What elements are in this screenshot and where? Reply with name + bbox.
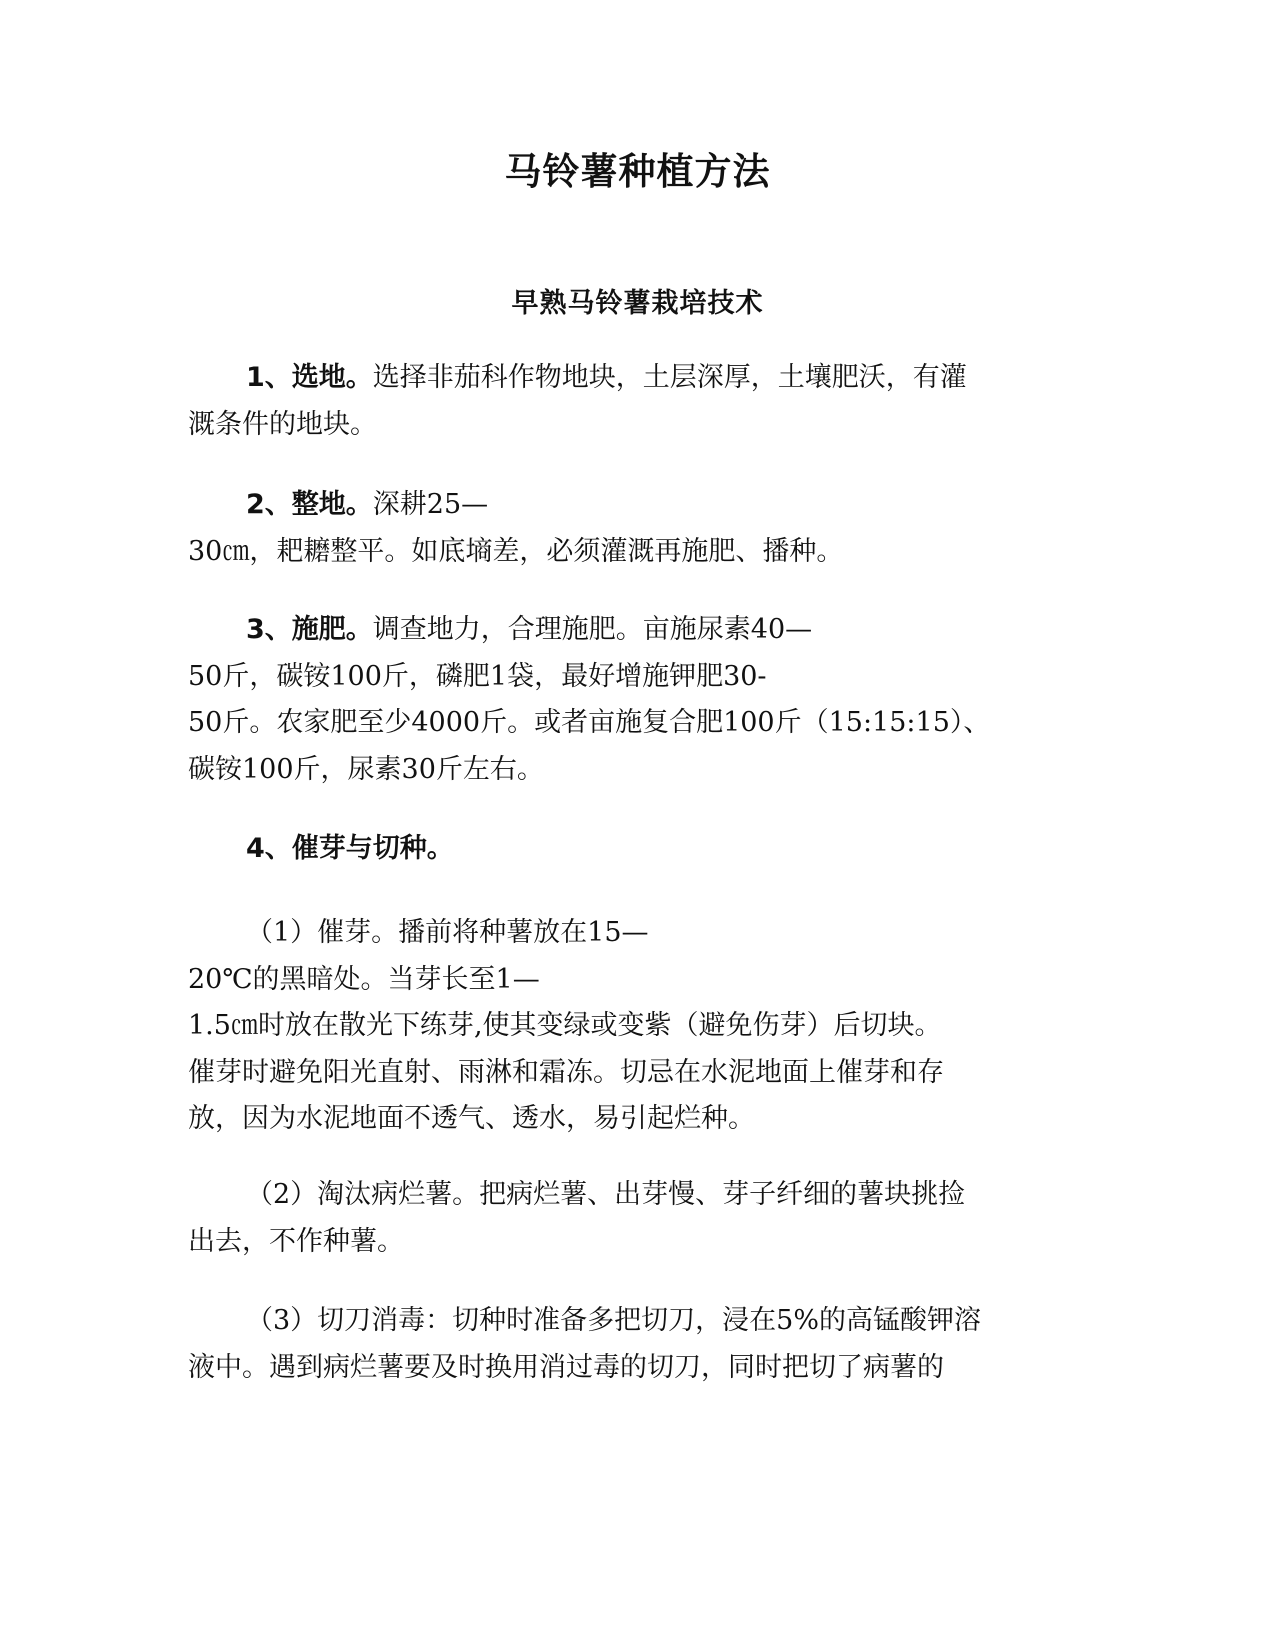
paragraph-line: 50斤，碳铵100斤，磷肥1袋，最好增施钾肥30- (188, 660, 767, 692)
section-heading: 3、施肥。 (246, 614, 373, 645)
paragraph-line: 溉条件的地块。 (188, 408, 377, 440)
paragraph-line (188, 355, 1088, 402)
section-heading: 4、催芽与切种。 (246, 833, 454, 864)
subsection-sprouting (188, 910, 1088, 1143)
paragraph-text: 选择非茄科作物地块，土层深厚，土壤肥沃，有灌 (372, 362, 967, 393)
section-heading: 1、选地。 (246, 362, 373, 393)
paragraph-text: 深耕25— (372, 489, 489, 520)
paragraph-line: 放，因为水泥地面不透气、透水，易引起烂种。 (188, 1103, 755, 1134)
section-heading: 2、整地。 (246, 489, 373, 520)
paragraph-line: （2）淘汰病烂薯。把病烂薯、出芽慢、芽子纤细的薯块挑捡 (246, 1179, 966, 1210)
paragraph-line (188, 482, 1088, 529)
paragraph-line: 出去，不作种薯。 (188, 1225, 404, 1257)
paragraph-line: 催芽时避免阳光直射、雨淋和霜冻。切忌在水泥地面上催芽和存 (188, 1056, 944, 1088)
paragraph-text: 调查地力，合理施肥。亩施尿素40— (372, 614, 813, 645)
paragraph-line: 碳铵100斤，尿素30斤左右。 (188, 753, 544, 785)
paragraph-line (188, 607, 1088, 654)
section-land-preparation (188, 482, 1088, 575)
section-sprouting-and-cutting (188, 826, 1088, 873)
paragraph-line: 50斤。农家肥至少4000斤。或者亩施复合肥100斤（15:15:15）、 (188, 707, 991, 738)
document-subtitle: 早熟马铃薯栽培技术 (511, 288, 764, 319)
paragraph-line: 1.5㎝时放在散光下练芽,使其变绿或变紫（避免伤芽）后切块。 (188, 1010, 942, 1041)
subsection-knife-disinfection (188, 1298, 1088, 1391)
paragraph-line: 30㎝，耙耱整平。如底墒差，必须灌溉再施肥、播种。 (188, 535, 844, 567)
paragraph-line: （3）切刀消毒：切种时准备多把切刀，浸在5%的高锰酸钾溶 (246, 1305, 982, 1336)
subsection-discard-rotten-tubers (188, 1172, 1088, 1265)
paragraph-line: 液中。遇到病烂薯要及时换用消过毒的切刀，同时把切了病薯的 (188, 1351, 944, 1383)
paragraph-line: 20℃的黑暗处。当芽长至1— (188, 963, 540, 995)
section-fertilization (188, 607, 1088, 793)
paragraph-line: （1）催芽。播前将种薯放在15— (246, 917, 649, 948)
section-site-selection (188, 355, 1088, 448)
document-title: 马铃薯种植方法 (504, 150, 771, 193)
